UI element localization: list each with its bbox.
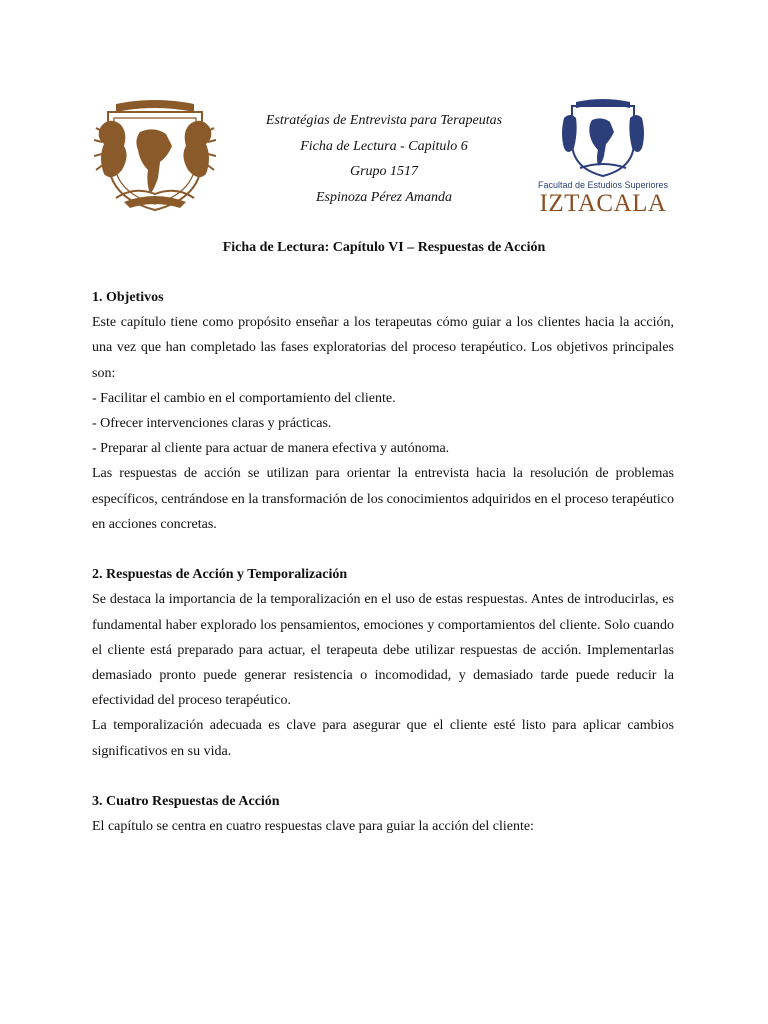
paragraph: La temporalización adecuada es clave para asegurar que el cliente esté listo para aplicar cambios significativos en su vida.: [92, 718, 674, 759]
list-item: - Preparar al cliente para actuar de manera efectiva y autónoma.: [92, 441, 450, 457]
course-name: Estratégias de Entrevista para Terapeutas: [265, 113, 503, 128]
section-heading: 1. Objetivos: [92, 290, 164, 305]
section-temporalizacion: [92, 562, 674, 764]
group-number: Grupo 1517: [349, 164, 419, 179]
list-item: - Ofrecer intervenciones claras y prácticas.: [92, 416, 332, 432]
document-header: [0, 96, 768, 220]
faculty-label: Facultad de Estudios Superiores: [537, 180, 669, 190]
section-heading: 2. Respuestas de Acción y Temporalización: [92, 567, 348, 583]
paragraph: El capítulo se centra en cuatro respuestas clave para guiar la acción del cliente:: [92, 819, 534, 835]
section-objetivos: [92, 285, 674, 537]
paragraph: Este capítulo tiene como propósito enseñar a los terapeutas cómo guiar a los clientes hacia la acción, una vez que han completado las fases exploratorias del proceso terapéutico. Los objetivos principales son:: [92, 315, 674, 381]
fes-iztacala-logo-icon: [536, 98, 670, 216]
paragraph: Se destaca la importancia de la temporalización en el uso de estas respuestas. Antes de introducirlas, es fundamental haber explorado los pensamientos, emociones y comportamientos del cliente. Solo cuando el cliente está preparado para actuar, el terapeuta debe utilizar respuestas de acción. Implementarlas demasiado pronto puede generar resistencia o incomodidad, y demasiado tarde puede reducir la efectividad del proceso terapéutico.: [92, 592, 674, 709]
author-name: Espinoza Pérez Amanda: [315, 189, 453, 205]
document-title: Ficha de Lectura: Capítulo VI – Respuestas de Acción: [222, 240, 546, 255]
iztacala-wordmark: IZTACALA: [539, 190, 667, 216]
reading-sheet-subtitle: Ficha de Lectura - Capitulo 6: [300, 138, 468, 154]
section-cuatro-respuestas: [92, 789, 674, 839]
paragraph: Las respuestas de acción se utilizan para orientar la entrevista hacia la resolución de problemas específicos, centrándose en la transformación de los conocimientos adquiridos en el proceso terapéutico en acciones concretas.: [92, 466, 674, 532]
unam-seal-icon: [94, 98, 216, 214]
list-item: - Facilitar el cambio en el comportamiento del cliente.: [92, 390, 396, 406]
header-info: [228, 108, 540, 210]
section-heading: 3. Cuatro Respuestas de Acción: [92, 794, 280, 810]
document-body: [92, 285, 674, 865]
